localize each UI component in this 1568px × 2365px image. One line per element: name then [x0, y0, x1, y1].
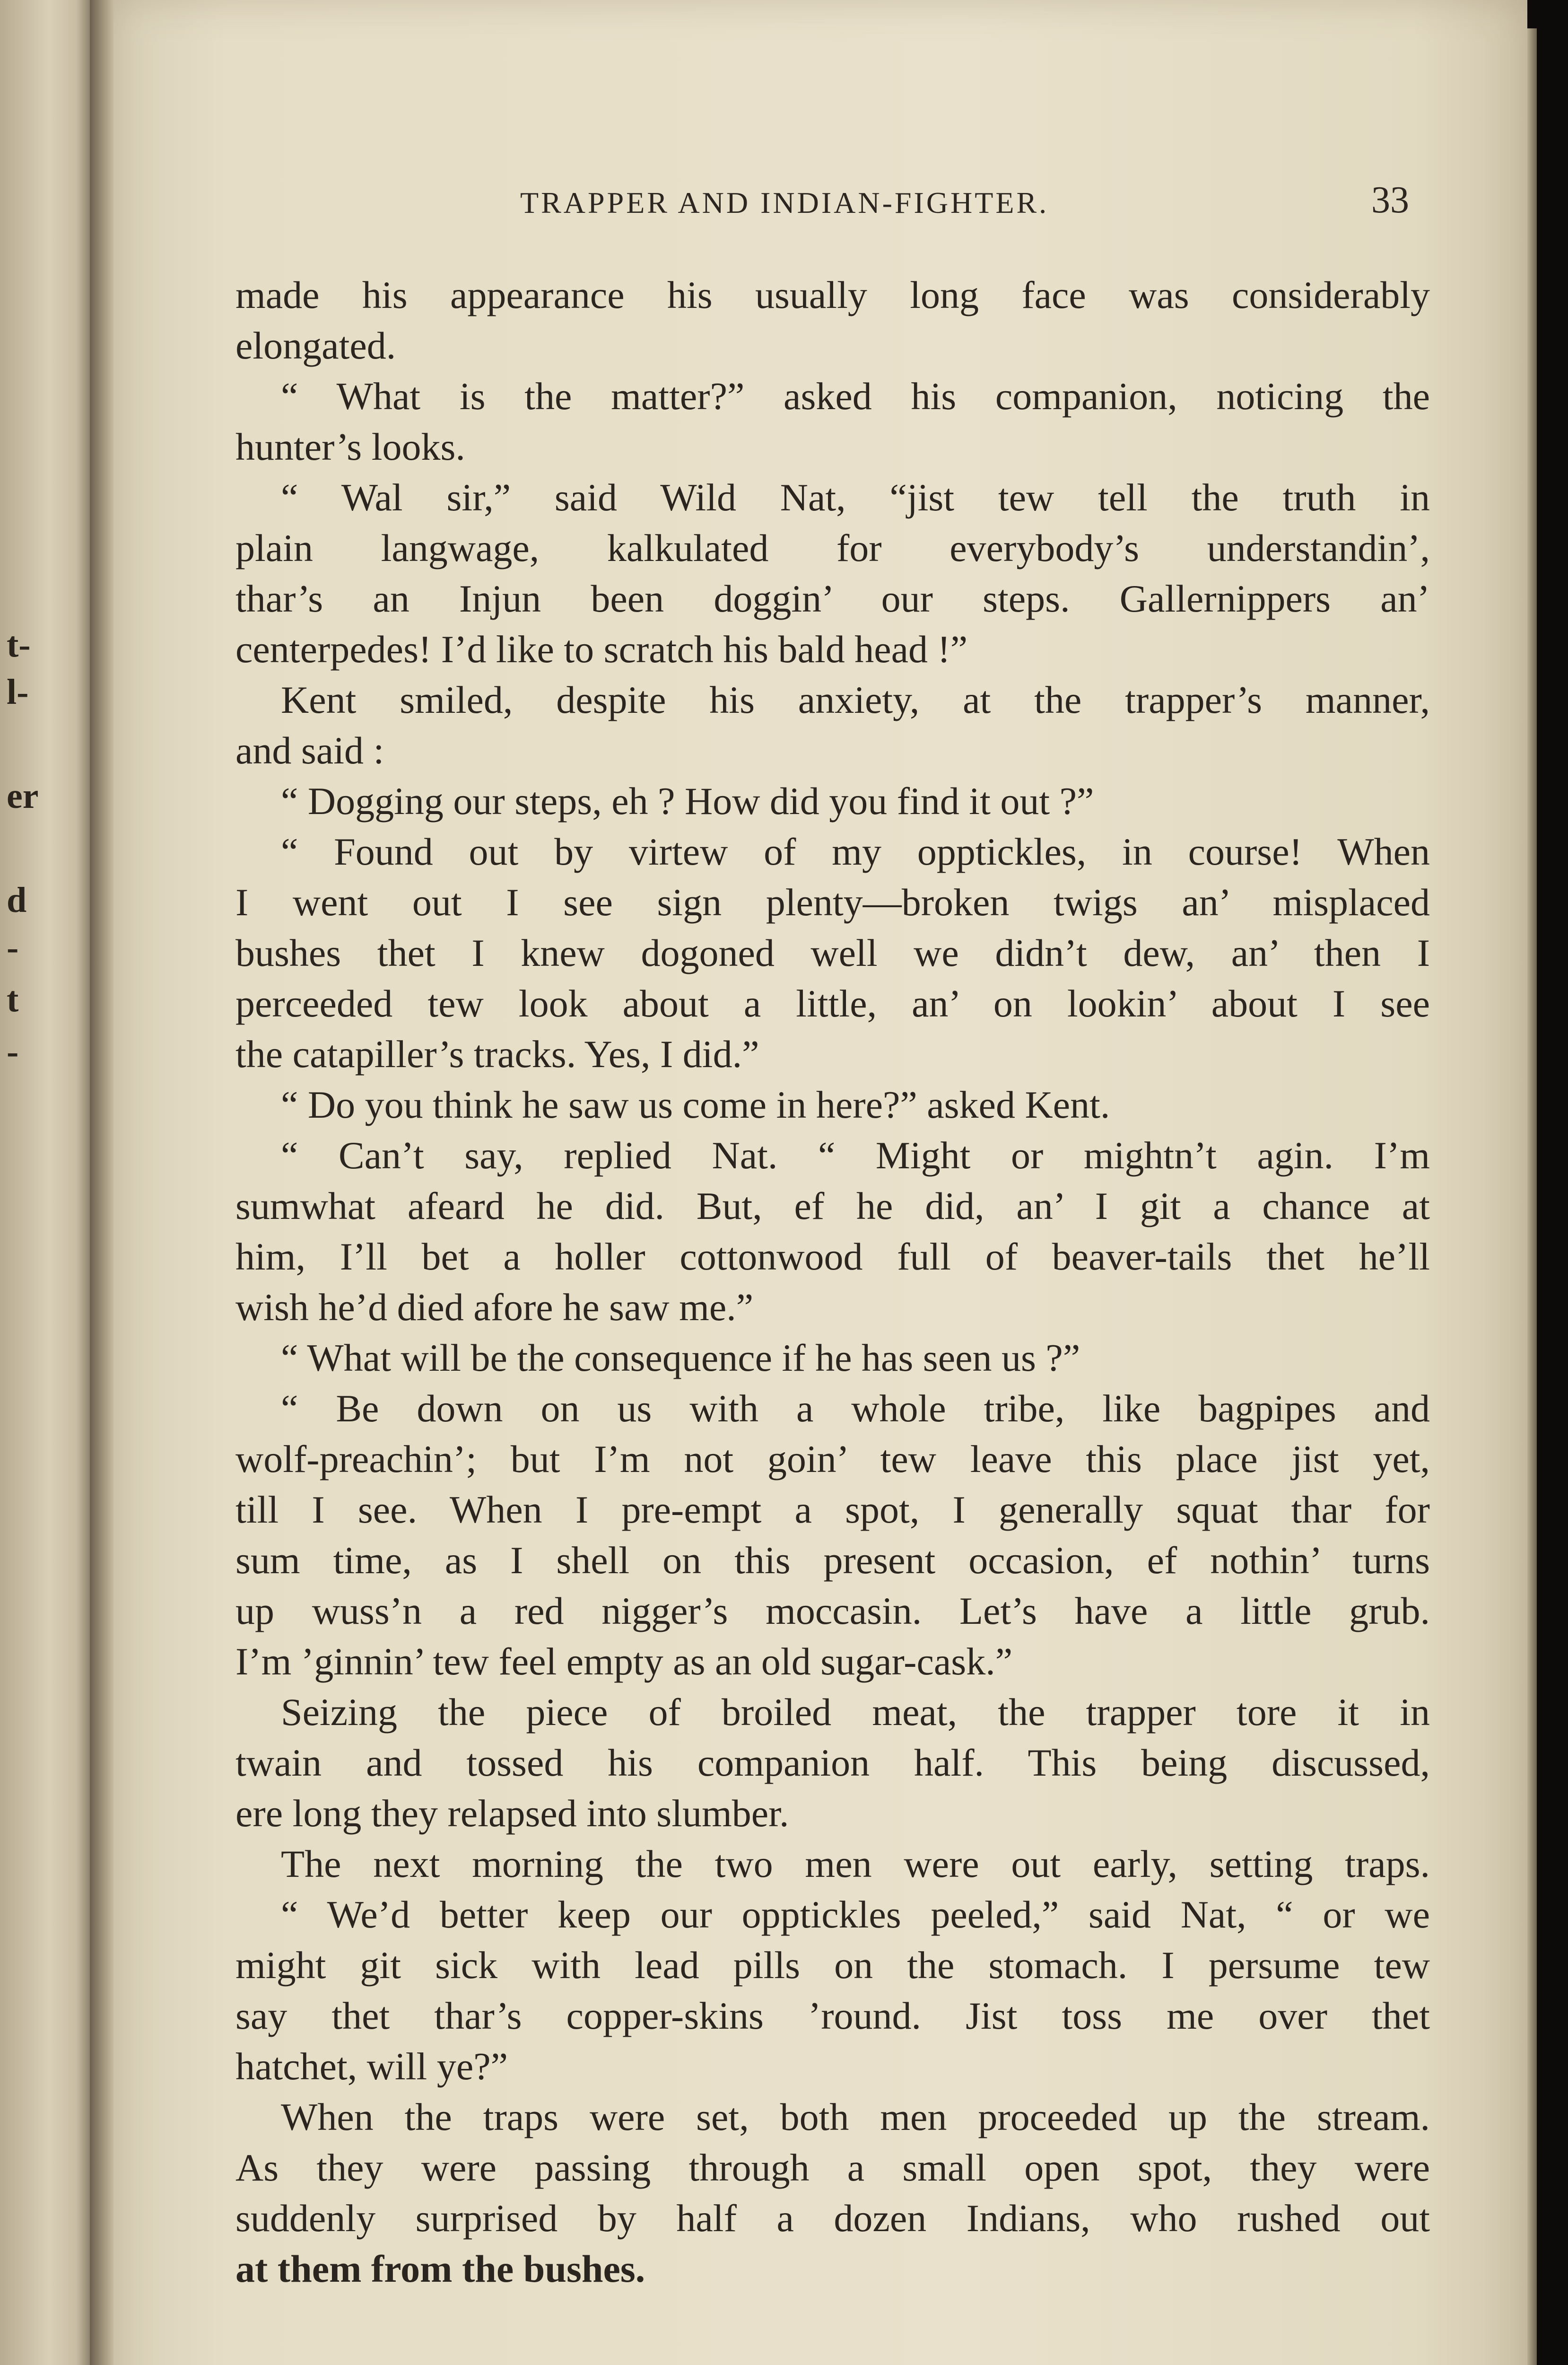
text-line: hunter’s looks. — [235, 425, 465, 468]
text-line: “ What is the matter?” asked his companion, noticing the — [281, 375, 1430, 418]
text-line: say thet thar’s copper-skins ’round. Jist toss me over thet — [235, 1994, 1430, 2037]
facing-page-fragment: t- — [7, 625, 31, 665]
facing-page-fragment: t — [7, 980, 19, 1019]
text-line: and said : — [235, 729, 384, 772]
facing-page-fragment: - — [7, 1032, 19, 1071]
text-line: bushes thet I knew dogoned well we didn’t dew, an’ then I — [235, 931, 1430, 974]
facing-page-fragment: er — [7, 776, 39, 816]
text-line: Kent smiled, despite his anxiety, at the trapper’s manner, — [281, 678, 1430, 721]
text-line: “ What will be the consequence if he has seen us ?” — [281, 1336, 1080, 1379]
text-line: the catapiller’s tracks. Yes, I did.” — [235, 1033, 759, 1076]
text-line: centerpedes! I’d like to scratch his bald head !” — [235, 628, 968, 671]
text-line: “ Do you think he saw us come in here?” asked Kent. — [281, 1083, 1110, 1126]
text-line: “ Be down on us with a whole tribe, like bagpipes and — [281, 1387, 1430, 1430]
text-line: The next morning the two men were out early, setting traps. — [281, 1842, 1430, 1885]
text-line: wish he’d died afore he saw me.” — [235, 1286, 754, 1329]
facing-page-fragment: l- — [7, 672, 29, 712]
text-line: Seizing the piece of broiled meat, the trapper tore it in — [281, 1691, 1430, 1734]
page-number: 33 — [1371, 179, 1409, 221]
text-line: till I see. When I pre-empt a spot, I generally squat thar for — [235, 1488, 1430, 1531]
facing-page-fragment: d — [7, 880, 27, 920]
text-line: perceeded tew look about a little, an’ on lookin’ about I see — [235, 982, 1430, 1025]
text-line: “ Can’t say, replied Nat. “ Might or mightn’t agin. I’m — [281, 1134, 1430, 1177]
text-line: ere long they relapsed into slumber. — [235, 1792, 789, 1835]
text-line: “ Dogging our steps, eh ? How did you find it out ?” — [281, 780, 1094, 823]
book-page — [113, 0, 1527, 2365]
text-line: I went out I see sign plenty—broken twigs an’ misplaced — [235, 881, 1430, 924]
text-line: at them from the bushes. — [235, 2247, 645, 2290]
page-edge-shadow — [1527, 28, 1537, 2365]
text-line: made his appearance his usually long face was considerably — [235, 273, 1430, 316]
text-line: “ Wal sir,” said Wild Nat, “jist tew tell the truth in — [281, 476, 1430, 519]
text-line: sum time, as I shell on this present occasion, ef nothin’ turns — [235, 1539, 1430, 1582]
text-line: I’m ’ginnin’ tew feel empty as an old sugar-cask.” — [235, 1640, 1013, 1683]
text-line: “ Found out by virtew of my opptickles, in course! When — [281, 830, 1430, 873]
text-line: sumwhat afeard he did. But, ef he did, an’ I git a chance at — [235, 1184, 1430, 1227]
text-line: suddenly surprised by half a dozen Indians, who rushed out — [235, 2197, 1430, 2240]
facing-page-fragment: - — [7, 928, 19, 967]
text-line: elongated. — [235, 324, 396, 367]
text-line: him, I’ll bet a holler cottonwood full of beaver-tails thet he’ll — [235, 1235, 1430, 1278]
text-line: plain langwage, kalkulated for everybody’s understandin’, — [235, 526, 1430, 569]
text-line: might git sick with lead pills on the stomach. I persume tew — [235, 1944, 1430, 1987]
text-line: “ We’d better keep our opptickles peeled,” said Nat, “ or we — [281, 1893, 1430, 1936]
text-line: As they were passing through a small open spot, they were — [235, 2146, 1430, 2189]
text-line: twain and tossed his companion half. This being discussed, — [235, 1741, 1430, 1784]
text-line: thar’s an Injun been doggin’ our steps. Gallernippers an’ — [235, 577, 1430, 620]
text-line: wolf-preachin’; but I’m not goin’ tew leave this place jist yet, — [235, 1437, 1430, 1480]
text-line: up wuss’n a red nigger’s moccasin. Let’s have a little grub. — [235, 1589, 1430, 1632]
text-line: hatchet, will ye?” — [235, 2045, 508, 2088]
running-head: TRAPPER AND INDIAN-FIGHTER. — [520, 186, 1049, 219]
text-line: When the traps were set, both men proceeded up the stream. — [281, 2095, 1430, 2138]
facing-page-edge — [0, 0, 90, 2365]
body-text — [235, 270, 1430, 2294]
